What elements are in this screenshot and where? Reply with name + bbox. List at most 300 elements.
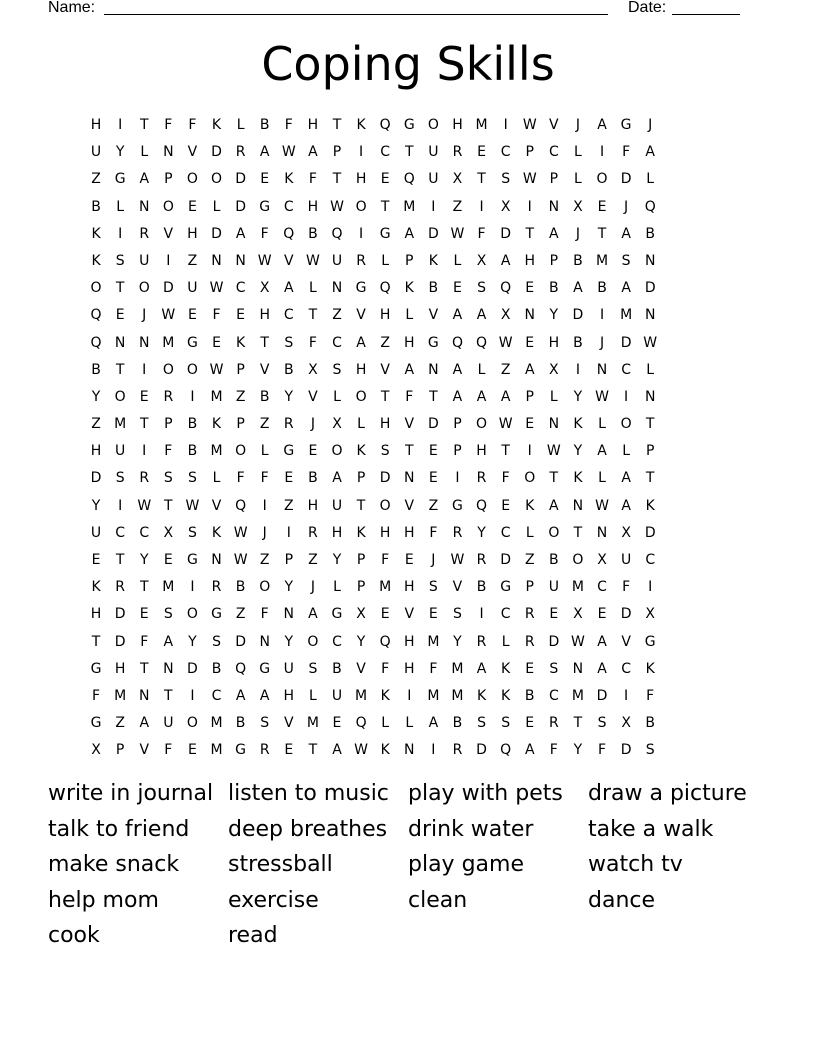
grid-letter[interactable]: U xyxy=(548,579,559,596)
grid-letter[interactable]: S xyxy=(212,633,221,650)
grid-letter[interactable]: Z xyxy=(500,361,511,378)
grid-letter[interactable]: W xyxy=(498,416,513,433)
grid-letter[interactable]: H xyxy=(404,579,415,596)
grid-letter[interactable]: O xyxy=(548,524,560,541)
grid-letter[interactable]: N xyxy=(644,307,656,324)
grid-letter[interactable]: S xyxy=(597,715,607,732)
grid-letter[interactable]: I xyxy=(190,687,195,704)
grid-letter[interactable]: U xyxy=(90,524,102,541)
grid-letter[interactable]: C xyxy=(211,687,222,704)
grid-letter[interactable]: F xyxy=(164,742,173,759)
grid-letter[interactable]: L xyxy=(357,416,365,433)
grid-letter[interactable]: B xyxy=(524,687,535,704)
grid-letter[interactable]: A xyxy=(549,497,559,514)
grid-letter[interactable]: M xyxy=(620,307,633,324)
grid-letter[interactable]: K xyxy=(573,416,583,433)
grid-letter[interactable]: M xyxy=(210,742,223,759)
grid-letter[interactable]: T xyxy=(115,361,125,378)
grid-letter[interactable]: Z xyxy=(259,416,270,433)
grid-letter[interactable]: D xyxy=(620,742,632,759)
grid-letter[interactable]: D xyxy=(235,633,246,650)
grid-letter[interactable]: U xyxy=(428,144,439,161)
grid-letter[interactable]: X xyxy=(597,552,607,568)
grid-letter[interactable]: A xyxy=(259,687,270,704)
grid-letter[interactable]: C xyxy=(283,198,294,215)
grid-letter[interactable]: U xyxy=(163,715,174,732)
grid-letter[interactable]: B xyxy=(476,579,487,596)
grid-letter[interactable]: T xyxy=(645,470,655,487)
grid-letter[interactable]: E xyxy=(380,171,390,188)
grid-letter[interactable]: L xyxy=(308,280,317,297)
grid-letter[interactable]: P xyxy=(356,470,366,487)
grid-letter[interactable]: K xyxy=(525,497,535,514)
grid-letter[interactable]: X xyxy=(163,524,174,541)
grid-letter[interactable]: X xyxy=(332,416,342,433)
grid-letter[interactable]: F xyxy=(429,660,438,677)
grid-letter[interactable]: I xyxy=(359,225,364,242)
grid-letter[interactable]: C xyxy=(139,524,150,541)
grid-letter[interactable]: F xyxy=(501,470,510,487)
grid-letter[interactable]: I xyxy=(503,117,508,133)
grid-letter[interactable]: N xyxy=(644,252,656,269)
grid-letter[interactable]: A xyxy=(332,742,342,759)
grid-letter[interactable]: E xyxy=(187,742,197,759)
grid-letter[interactable]: G xyxy=(500,579,512,596)
grid-letter[interactable]: A xyxy=(452,361,463,378)
grid-letter[interactable]: I xyxy=(575,361,580,378)
grid-letter[interactable]: A xyxy=(139,171,150,188)
grid-letter[interactable]: C xyxy=(548,144,559,161)
grid-letter[interactable]: Y xyxy=(356,633,366,650)
grid-letter[interactable]: Z xyxy=(332,307,342,324)
grid-letter[interactable]: Z xyxy=(187,252,198,269)
grid-letter[interactable]: X xyxy=(259,280,270,297)
grid-letter[interactable]: F xyxy=(622,144,631,161)
grid-letter[interactable]: Y xyxy=(91,497,101,514)
grid-letter[interactable]: K xyxy=(404,280,414,297)
grid-letter[interactable]: P xyxy=(356,552,366,568)
grid-letter[interactable]: K xyxy=(501,687,511,704)
grid-letter[interactable]: Q xyxy=(644,198,656,215)
grid-letter[interactable]: P xyxy=(453,443,462,460)
grid-letter[interactable]: W xyxy=(354,742,368,759)
grid-letter[interactable]: G xyxy=(403,117,415,133)
grid-letter[interactable]: B xyxy=(549,552,559,568)
grid-letter[interactable]: S xyxy=(621,252,631,269)
grid-letter[interactable]: K xyxy=(645,660,655,677)
grid-letter[interactable]: P xyxy=(525,579,534,596)
grid-letter[interactable]: B xyxy=(259,388,270,405)
grid-letter[interactable]: V xyxy=(187,144,198,161)
grid-letter[interactable]: C xyxy=(500,606,511,623)
grid-letter[interactable]: I xyxy=(648,579,653,596)
grid-letter[interactable]: G xyxy=(283,443,295,460)
grid-letter[interactable]: T xyxy=(645,416,655,433)
grid-letter[interactable]: U xyxy=(187,280,198,297)
grid-letter[interactable]: A xyxy=(404,225,415,242)
grid-letter[interactable]: S xyxy=(187,524,197,541)
grid-letter[interactable]: E xyxy=(597,606,607,623)
grid-letter[interactable]: E xyxy=(549,606,559,623)
grid-letter[interactable]: S xyxy=(501,715,511,732)
grid-letter[interactable]: D xyxy=(211,225,222,242)
grid-letter[interactable]: T xyxy=(139,660,149,677)
grid-letter[interactable]: Z xyxy=(284,497,294,514)
grid-letter[interactable]: F xyxy=(92,687,101,704)
grid-letter[interactable]: D xyxy=(379,470,391,487)
grid-letter[interactable]: G xyxy=(186,552,198,568)
grid-letter[interactable]: F xyxy=(429,524,438,541)
grid-letter[interactable]: S xyxy=(308,660,318,677)
grid-letter[interactable]: A xyxy=(476,660,487,677)
grid-letter[interactable]: H xyxy=(90,443,102,460)
grid-letter[interactable]: J xyxy=(310,416,315,433)
grid-letter[interactable]: T xyxy=(525,225,535,242)
grid-letter[interactable]: T xyxy=(308,307,318,324)
grid-letter[interactable]: D xyxy=(548,633,560,650)
grid-letter[interactable]: W xyxy=(522,117,537,133)
grid-letter[interactable]: W xyxy=(595,497,609,514)
grid-letter[interactable]: Y xyxy=(91,388,101,405)
grid-letter[interactable]: T xyxy=(573,524,583,541)
grid-letter[interactable]: O xyxy=(211,171,223,188)
grid-letter[interactable]: D xyxy=(114,606,126,623)
grid-letter[interactable]: C xyxy=(645,552,656,568)
grid-letter[interactable]: G xyxy=(355,280,367,297)
grid-letter[interactable]: P xyxy=(236,416,245,433)
grid-letter[interactable]: E xyxy=(525,334,535,351)
grid-letter[interactable]: Z xyxy=(380,334,390,351)
grid-letter[interactable]: T xyxy=(164,497,173,514)
grid-letter[interactable]: I xyxy=(142,361,147,378)
grid-letter[interactable]: J xyxy=(310,579,315,596)
grid-letter[interactable]: T xyxy=(115,552,125,568)
grid-letter[interactable]: T xyxy=(380,388,390,405)
grid-letter[interactable]: K xyxy=(91,252,101,269)
grid-letter[interactable]: M xyxy=(379,579,392,596)
grid-letter[interactable]: A xyxy=(645,144,655,161)
grid-letter[interactable]: X xyxy=(308,361,318,378)
grid-letter[interactable]: Y xyxy=(284,388,294,405)
grid-letter[interactable]: B xyxy=(428,280,439,297)
grid-letter[interactable]: O xyxy=(235,443,247,460)
grid-letter[interactable]: W xyxy=(185,497,200,514)
grid-letter[interactable]: E xyxy=(187,307,197,324)
grid-letter[interactable]: L xyxy=(622,443,631,460)
grid-letter[interactable]: P xyxy=(236,361,245,378)
grid-letter[interactable]: O xyxy=(379,497,391,514)
grid-letter[interactable]: J xyxy=(142,307,147,324)
grid-letter[interactable]: D xyxy=(644,280,656,297)
grid-letter[interactable]: A xyxy=(452,388,463,405)
grid-letter[interactable]: G xyxy=(620,117,632,133)
grid-letter[interactable]: T xyxy=(429,388,438,405)
grid-letter[interactable]: M xyxy=(403,198,416,215)
grid-letter[interactable]: E xyxy=(477,144,486,161)
grid-letter[interactable]: A xyxy=(524,361,535,378)
grid-letter[interactable]: S xyxy=(453,606,462,623)
grid-letter[interactable]: D xyxy=(620,334,632,351)
grid-letter[interactable]: K xyxy=(573,470,583,487)
grid-letter[interactable]: A xyxy=(524,742,535,759)
grid-letter[interactable]: V xyxy=(428,307,439,324)
grid-letter[interactable]: P xyxy=(453,416,462,433)
grid-letter[interactable]: A xyxy=(500,252,511,269)
grid-letter[interactable]: Y xyxy=(284,633,294,650)
grid-letter[interactable]: A xyxy=(139,715,150,732)
grid-letter[interactable]: H xyxy=(283,687,295,704)
grid-letter[interactable]: K xyxy=(211,524,222,541)
grid-letter[interactable]: H xyxy=(404,334,415,351)
grid-letter[interactable]: M xyxy=(451,687,464,704)
grid-letter[interactable]: N xyxy=(596,361,608,378)
grid-letter[interactable]: H xyxy=(90,117,102,133)
grid-letter[interactable]: F xyxy=(308,171,317,188)
grid-letter[interactable]: H xyxy=(404,633,415,650)
grid-letter[interactable]: S xyxy=(428,579,438,596)
grid-letter[interactable]: P xyxy=(332,144,342,161)
grid-letter[interactable]: F xyxy=(260,470,269,487)
grid-letter[interactable]: I xyxy=(479,606,484,623)
grid-letter[interactable]: T xyxy=(356,497,366,514)
grid-letter[interactable]: E xyxy=(332,715,342,732)
grid-letter[interactable]: W xyxy=(257,252,272,269)
grid-letter[interactable]: F xyxy=(164,117,173,133)
grid-letter[interactable]: P xyxy=(164,416,173,433)
grid-letter[interactable]: R xyxy=(163,388,174,405)
grid-letter[interactable]: V xyxy=(284,715,294,732)
grid-letter[interactable]: V xyxy=(163,225,174,242)
grid-letter[interactable]: E xyxy=(597,198,607,215)
grid-letter[interactable]: Z xyxy=(428,497,439,514)
grid-letter[interactable]: V xyxy=(452,579,463,596)
grid-letter[interactable]: L xyxy=(212,198,221,215)
grid-letter[interactable]: O xyxy=(524,470,536,487)
grid-letter[interactable]: E xyxy=(139,606,149,623)
grid-letter[interactable]: R xyxy=(139,225,150,242)
grid-letter[interactable]: Q xyxy=(283,225,295,242)
grid-letter[interactable]: A xyxy=(235,225,246,242)
grid-letter[interactable]: L xyxy=(260,443,269,460)
grid-letter[interactable]: N xyxy=(211,552,222,568)
grid-letter[interactable]: Z xyxy=(91,416,101,433)
grid-letter[interactable]: B xyxy=(187,416,198,433)
grid-letter[interactable]: L xyxy=(333,579,341,596)
grid-letter[interactable]: D xyxy=(476,742,487,759)
grid-letter[interactable]: B xyxy=(332,660,342,677)
grid-letter[interactable]: O xyxy=(355,198,367,215)
grid-letter[interactable]: H xyxy=(187,225,198,242)
grid-letter[interactable]: T xyxy=(332,171,342,188)
grid-letter[interactable]: A xyxy=(308,606,318,623)
grid-letter[interactable]: H xyxy=(307,497,319,514)
grid-letter[interactable]: H xyxy=(476,443,487,460)
grid-letter[interactable]: G xyxy=(259,660,271,677)
grid-letter[interactable]: S xyxy=(284,334,294,351)
grid-letter[interactable]: E xyxy=(428,606,438,623)
grid-letter[interactable]: R xyxy=(476,633,487,650)
grid-letter[interactable]: Q xyxy=(331,225,343,242)
grid-letter[interactable]: G xyxy=(235,742,247,759)
grid-letter[interactable]: T xyxy=(115,280,125,297)
grid-letter[interactable]: N xyxy=(548,416,560,433)
grid-letter[interactable]: A xyxy=(597,633,607,650)
grid-letter[interactable]: O xyxy=(355,388,367,405)
grid-letter[interactable]: I xyxy=(599,307,605,324)
grid-letter[interactable]: U xyxy=(283,660,294,677)
grid-letter[interactable]: V xyxy=(139,742,150,759)
grid-letter[interactable]: M xyxy=(475,117,488,133)
grid-letter[interactable]: Z xyxy=(452,198,463,215)
grid-letter[interactable]: E xyxy=(453,280,462,297)
grid-letter[interactable]: D xyxy=(427,416,439,433)
grid-letter[interactable]: D xyxy=(500,552,512,568)
grid-letter[interactable]: U xyxy=(90,144,102,161)
grid-letter[interactable]: P xyxy=(525,144,534,161)
grid-letter[interactable]: A xyxy=(621,225,631,242)
grid-letter[interactable]: C xyxy=(283,307,294,324)
grid-letter[interactable]: M xyxy=(427,687,440,704)
grid-letter[interactable]: P xyxy=(164,171,173,188)
grid-letter[interactable]: E xyxy=(115,307,125,324)
grid-letter[interactable]: K xyxy=(356,117,366,133)
grid-letter[interactable]: J xyxy=(262,524,267,541)
grid-letter[interactable]: N xyxy=(163,660,174,677)
grid-letter[interactable]: P xyxy=(549,252,559,269)
grid-letter[interactable]: Y xyxy=(573,443,583,460)
grid-letter[interactable]: P xyxy=(284,552,294,568)
grid-letter[interactable]: Q xyxy=(476,334,488,351)
grid-letter[interactable]: E xyxy=(428,470,438,487)
grid-letter[interactable]: A xyxy=(404,361,415,378)
grid-letter[interactable]: C xyxy=(235,280,246,297)
grid-letter[interactable]: D xyxy=(644,524,656,541)
grid-letter[interactable]: D xyxy=(235,171,246,188)
grid-letter[interactable]: C xyxy=(332,633,342,650)
grid-letter[interactable]: N xyxy=(114,334,126,351)
grid-letter[interactable]: X xyxy=(476,252,487,269)
grid-letter[interactable]: E xyxy=(404,552,414,568)
grid-letter[interactable]: M xyxy=(114,416,127,433)
grid-letter[interactable]: H xyxy=(355,361,367,378)
grid-letter[interactable]: I xyxy=(407,687,412,704)
grid-letter[interactable]: M xyxy=(210,715,223,732)
grid-letter[interactable]: B xyxy=(91,361,101,378)
grid-letter[interactable]: E xyxy=(525,416,535,433)
grid-letter[interactable]: H xyxy=(307,198,319,215)
grid-letter[interactable]: F xyxy=(622,579,631,596)
grid-letter[interactable]: F xyxy=(597,742,607,759)
grid-letter[interactable]: B xyxy=(283,361,294,378)
grid-letter[interactable]: K xyxy=(211,117,222,133)
grid-letter[interactable]: F xyxy=(646,687,655,704)
grid-letter[interactable]: M xyxy=(355,687,368,704)
grid-letter[interactable]: V xyxy=(259,361,270,378)
grid-letter[interactable]: O xyxy=(331,443,343,460)
grid-letter[interactable]: A xyxy=(621,497,631,514)
grid-letter[interactable]: B xyxy=(91,198,101,215)
grid-letter[interactable]: W xyxy=(233,524,248,541)
grid-letter[interactable]: L xyxy=(381,715,390,732)
grid-letter[interactable]: R xyxy=(115,579,125,596)
grid-letter[interactable]: T xyxy=(139,579,149,596)
grid-letter[interactable]: A xyxy=(597,443,607,460)
grid-letter[interactable]: F xyxy=(477,225,486,242)
grid-letter[interactable]: I xyxy=(286,524,291,541)
grid-letter[interactable]: F xyxy=(260,225,269,242)
grid-letter[interactable]: L xyxy=(549,388,558,405)
grid-letter[interactable]: F xyxy=(308,334,317,351)
grid-letter[interactable]: D xyxy=(572,307,584,324)
grid-letter[interactable]: E xyxy=(525,660,535,677)
grid-letter[interactable]: U xyxy=(331,687,343,704)
grid-letter[interactable]: D xyxy=(620,171,632,188)
grid-letter[interactable]: V xyxy=(404,606,415,623)
grid-letter[interactable]: L xyxy=(212,470,221,487)
grid-letter[interactable]: L xyxy=(646,171,655,188)
grid-letter[interactable]: K xyxy=(91,579,101,596)
grid-letter[interactable]: A xyxy=(476,307,487,324)
grid-letter[interactable]: L xyxy=(598,470,606,487)
grid-letter[interactable]: A xyxy=(621,280,631,297)
grid-letter[interactable]: U xyxy=(428,171,439,188)
grid-letter[interactable]: L xyxy=(477,361,486,378)
grid-letter[interactable]: F xyxy=(236,470,245,487)
grid-letter[interactable]: O xyxy=(138,280,150,297)
grid-letter[interactable]: A xyxy=(284,280,294,297)
grid-letter[interactable]: O xyxy=(186,171,198,188)
grid-letter[interactable]: D xyxy=(187,660,198,677)
grid-letter[interactable]: O xyxy=(186,361,198,378)
grid-letter[interactable]: F xyxy=(140,633,149,650)
grid-letter[interactable]: I xyxy=(527,198,532,215)
grid-letter[interactable]: E xyxy=(163,552,173,568)
grid-letter[interactable]: K xyxy=(380,687,390,704)
grid-letter[interactable]: W xyxy=(498,334,513,351)
grid-letter[interactable]: L xyxy=(333,388,341,405)
grid-letter[interactable]: K xyxy=(645,497,655,514)
grid-letter[interactable]: D xyxy=(427,225,439,242)
grid-letter[interactable]: A xyxy=(597,117,607,133)
grid-letter[interactable]: W xyxy=(161,307,176,324)
grid-letter[interactable]: Q xyxy=(379,280,391,297)
grid-letter[interactable]: E xyxy=(428,443,438,460)
grid-letter[interactable]: K xyxy=(284,171,294,188)
grid-letter[interactable]: G xyxy=(259,198,271,215)
grid-letter[interactable]: P xyxy=(549,171,559,188)
grid-letter[interactable]: J xyxy=(575,225,580,242)
grid-letter[interactable]: A xyxy=(259,144,270,161)
grid-letter[interactable]: C xyxy=(621,361,631,378)
grid-letter[interactable]: V xyxy=(356,660,366,677)
grid-letter[interactable]: A xyxy=(163,633,174,650)
grid-letter[interactable]: S xyxy=(380,443,390,460)
grid-letter[interactable]: W xyxy=(137,497,152,514)
grid-letter[interactable]: W xyxy=(233,552,248,568)
grid-letter[interactable]: L xyxy=(525,524,534,541)
grid-letter[interactable]: N xyxy=(404,742,415,759)
grid-letter[interactable]: E xyxy=(380,606,390,623)
grid-letter[interactable]: E xyxy=(284,470,294,487)
grid-letter[interactable]: Z xyxy=(235,388,246,405)
grid-letter[interactable]: D xyxy=(90,470,102,487)
grid-letter[interactable]: B xyxy=(645,225,655,242)
grid-letter[interactable]: V xyxy=(380,361,390,378)
grid-letter[interactable]: P xyxy=(356,579,366,596)
grid-letter[interactable]: G xyxy=(114,171,126,188)
grid-letter[interactable]: K xyxy=(428,252,438,269)
grid-letter[interactable]: R xyxy=(524,606,535,623)
